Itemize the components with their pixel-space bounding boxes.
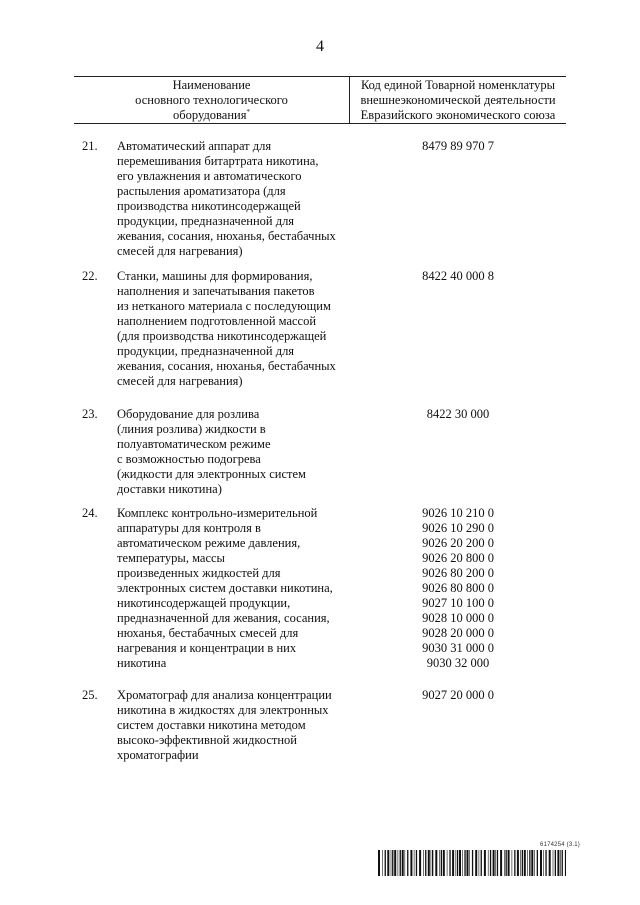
barcode-bar: [565, 850, 566, 876]
equipment-name: [117, 269, 349, 389]
barcode-bar: [484, 850, 486, 876]
equipment-name-line: высоко-эффективной жидкостной: [117, 733, 297, 747]
header-code-column: [350, 77, 566, 123]
equipment-name-line: Автоматический аппарат для: [117, 139, 272, 153]
barcode-bar: [439, 850, 440, 876]
tnved-code: 9026 20 200 0: [422, 536, 494, 550]
tnved-codes: [350, 269, 566, 284]
barcode-bar: [481, 850, 482, 876]
equipment-name-line: Станки, машины для формирования,: [117, 269, 313, 283]
barcode-bar: [517, 850, 519, 876]
barcode-bar: [464, 850, 465, 876]
barcode-bar: [534, 850, 535, 876]
barcode-bar: [495, 850, 496, 876]
header-code-line: Евразийского экономического союза: [360, 108, 556, 122]
tnved-codes: [350, 506, 566, 671]
tnved-code: 9030 32 000: [426, 656, 490, 670]
barcode-bar: [428, 850, 430, 876]
equipment-name: [117, 139, 349, 259]
equipment-name-line: распыления ароматизатора (для: [117, 184, 286, 198]
equipment-name-line: доставки никотина): [117, 482, 222, 496]
equipment-name: [117, 506, 349, 671]
tnved-code: 8422 30 000: [426, 407, 490, 421]
row-number: 25.: [82, 688, 98, 702]
barcode-bar: [469, 850, 470, 876]
tnved-code: 9026 80 800 0: [422, 581, 494, 595]
barcode-bar: [382, 850, 383, 876]
barcode-bar: [562, 850, 563, 876]
barcode-bar: [402, 850, 404, 876]
equipment-name-line: Оборудование для розлива: [117, 407, 260, 421]
row-number: 22.: [82, 269, 98, 283]
header-name-column: [74, 77, 350, 123]
equipment-name-line: предназначенной для жевания, сосания,: [117, 611, 330, 625]
equipment-name-line: из нетканого материала с последующим: [117, 299, 331, 313]
tnved-code: 9027 10 100 0: [422, 596, 494, 610]
barcode-bar: [537, 850, 538, 876]
equipment-name-line: продукции, предназначенной для: [117, 214, 295, 228]
equipment-name-line: (для производства никотинсодержащей: [117, 329, 327, 343]
barcode-bar: [400, 850, 401, 876]
barcode-bar: [387, 850, 389, 876]
equipment-name-line: температуры, массы: [117, 551, 225, 565]
page-number: 4: [316, 38, 324, 55]
equipment-name-line: жевания, сосания, нюханья, бестабачных: [117, 359, 336, 373]
equipment-name-line: смесей для нагревания): [117, 244, 243, 258]
barcode-bar: [432, 850, 433, 876]
barcode-bar: [414, 850, 415, 876]
barcode-bar: [425, 850, 426, 876]
barcode-bar: [392, 850, 393, 876]
header-code-line: Код единой Товарной номенклатуры: [360, 78, 556, 92]
header-code-line: внешнеэкономической деятельности: [360, 93, 556, 107]
barcode-bar: [506, 850, 507, 876]
tnved-code: 9028 10 000 0: [422, 611, 494, 625]
barcode-bar: [394, 850, 396, 876]
barcode-bar: [457, 850, 458, 876]
tnved-codes: [350, 139, 566, 154]
barcode-bar: [512, 850, 513, 876]
barcode-bar: [385, 850, 386, 876]
barcode-bar: [527, 850, 528, 876]
barcode-bar: [508, 850, 510, 876]
tnved-code: 9026 10 290 0: [422, 521, 494, 535]
header-name-line: Наименование: [172, 78, 251, 92]
barcode-bar: [435, 850, 437, 876]
barcode-bar: [543, 850, 544, 876]
equipment-name-line: нагревания и концентрации в них: [117, 641, 297, 655]
tnved-codes: [350, 688, 566, 703]
barcode-bar: [447, 850, 448, 876]
barcode-bar: [378, 850, 380, 876]
equipment-name-line: полуавтоматическом режиме: [117, 437, 271, 451]
barcode-bar: [431, 850, 432, 876]
footnote-mark: *: [246, 107, 250, 116]
barcode-bar: [555, 850, 556, 876]
tnved-code: 9026 10 210 0: [422, 506, 494, 520]
tnved-code: 8422 40 000 8: [422, 269, 494, 283]
equipment-name-line: никотина: [117, 656, 167, 670]
equipment-name-line: (линия розлива) жидкости в: [117, 422, 266, 436]
barcode-bar: [441, 850, 442, 876]
tnved-code: 8479 89 970 7: [422, 139, 494, 153]
barcode-bar: [423, 850, 424, 876]
barcode-bar: [497, 850, 498, 876]
barcode-bar: [488, 850, 489, 876]
barcode-bar: [493, 850, 495, 876]
barcode-bar: [456, 850, 457, 876]
barcode-bar: [553, 850, 554, 876]
equipment-name-line: нюханья, бестабачных смесей для: [117, 626, 299, 640]
header-name-line: основного технологического: [135, 93, 288, 107]
barcode-bar: [514, 850, 515, 876]
equipment-name-line: (жидкости для электронных систем: [117, 467, 306, 481]
barcode-bar: [522, 850, 523, 876]
barcode-bar: [531, 850, 533, 876]
tnved-code: 9028 20 000 0: [422, 626, 494, 640]
equipment-name: [117, 688, 349, 763]
equipment-name-line: никотина в жидкостях для электронных: [117, 703, 329, 717]
barcode-bar: [490, 850, 491, 876]
barcode-bar: [391, 850, 392, 876]
table-header: [74, 76, 566, 124]
barcode-image: [378, 850, 566, 876]
barcode-bar: [405, 850, 406, 876]
barcode-bar: [500, 850, 502, 876]
equipment-name-line: наполнением подготовленной массой: [117, 314, 317, 328]
tnved-code: 9026 20 800 0: [422, 551, 494, 565]
barcode-bar: [419, 850, 421, 876]
barcode-bar: [459, 850, 461, 876]
equipment-name-line: автоматическом режиме давления,: [117, 536, 301, 550]
equipment-name-line: наполнения и запечатывания пакетов: [117, 284, 315, 298]
barcode-bar: [462, 850, 463, 876]
barcode-bar: [443, 850, 445, 876]
barcode-bar: [467, 850, 469, 876]
barcode-bar: [560, 850, 561, 876]
barcode-bar: [504, 850, 505, 876]
barcode-bar: [520, 850, 521, 876]
equipment-name-line: электронных систем доставки никотина,: [117, 581, 333, 595]
barcode-bar: [557, 850, 559, 876]
barcode-bar: [549, 850, 551, 876]
barcode-bar: [479, 850, 480, 876]
equipment-name-line: перемешивания битартрата никотина,: [117, 154, 319, 168]
barcode-bar: [449, 850, 450, 876]
barcode-bar: [410, 850, 412, 876]
barcode-bar: [398, 850, 399, 876]
barcode-bar: [416, 850, 417, 876]
barcode-bar: [472, 850, 473, 876]
equipment-name-line: с возможностью подогрева: [117, 452, 261, 466]
equipment-name-line: хроматографии: [117, 748, 199, 762]
header-name-line-text: оборудования: [173, 108, 247, 122]
equipment-name-line: продукции, предназначенной для: [117, 344, 295, 358]
tnved-codes: [350, 407, 566, 422]
row-number: 24.: [82, 506, 98, 520]
equipment-name-line: систем доставки никотина методом: [117, 718, 306, 732]
equipment-name-line: его увлажнения и автоматического: [117, 169, 302, 183]
row-number: 21.: [82, 139, 98, 153]
barcode-bar: [524, 850, 526, 876]
equipment-name-line: Хроматограф для анализа концентрации: [117, 688, 332, 702]
header-name-line: [74, 108, 349, 123]
equipment-name: [117, 407, 349, 497]
row-number: 23.: [82, 407, 98, 421]
equipment-name-line: аппаратуры для контроля в: [117, 521, 261, 535]
equipment-table: [74, 76, 566, 762]
tnved-code: 9027 20 000 0: [422, 688, 494, 702]
equipment-name-line: никотинсодержащей продукции,: [117, 596, 291, 610]
document-id: 6174254 (3.1): [540, 842, 580, 848]
barcode-bar: [452, 850, 454, 876]
equipment-name-line: жевания, сосания, нюханья, бестабачных: [117, 229, 336, 243]
equipment-name-line: Комплекс контрольно-измерительной: [117, 506, 318, 520]
tnved-code: 9030 31 000 0: [422, 641, 494, 655]
tnved-code: 9026 80 200 0: [422, 566, 494, 580]
barcode-bar: [540, 850, 542, 876]
barcode-bar: [529, 850, 530, 876]
barcode-bar: [407, 850, 408, 876]
equipment-name-line: производства никотинсодержащей: [117, 199, 301, 213]
equipment-name-line: смесей для нагревания): [117, 374, 243, 388]
barcode-bar: [475, 850, 477, 876]
equipment-name-line: произведенных жидкостей для: [117, 566, 281, 580]
barcode-bar: [545, 850, 546, 876]
